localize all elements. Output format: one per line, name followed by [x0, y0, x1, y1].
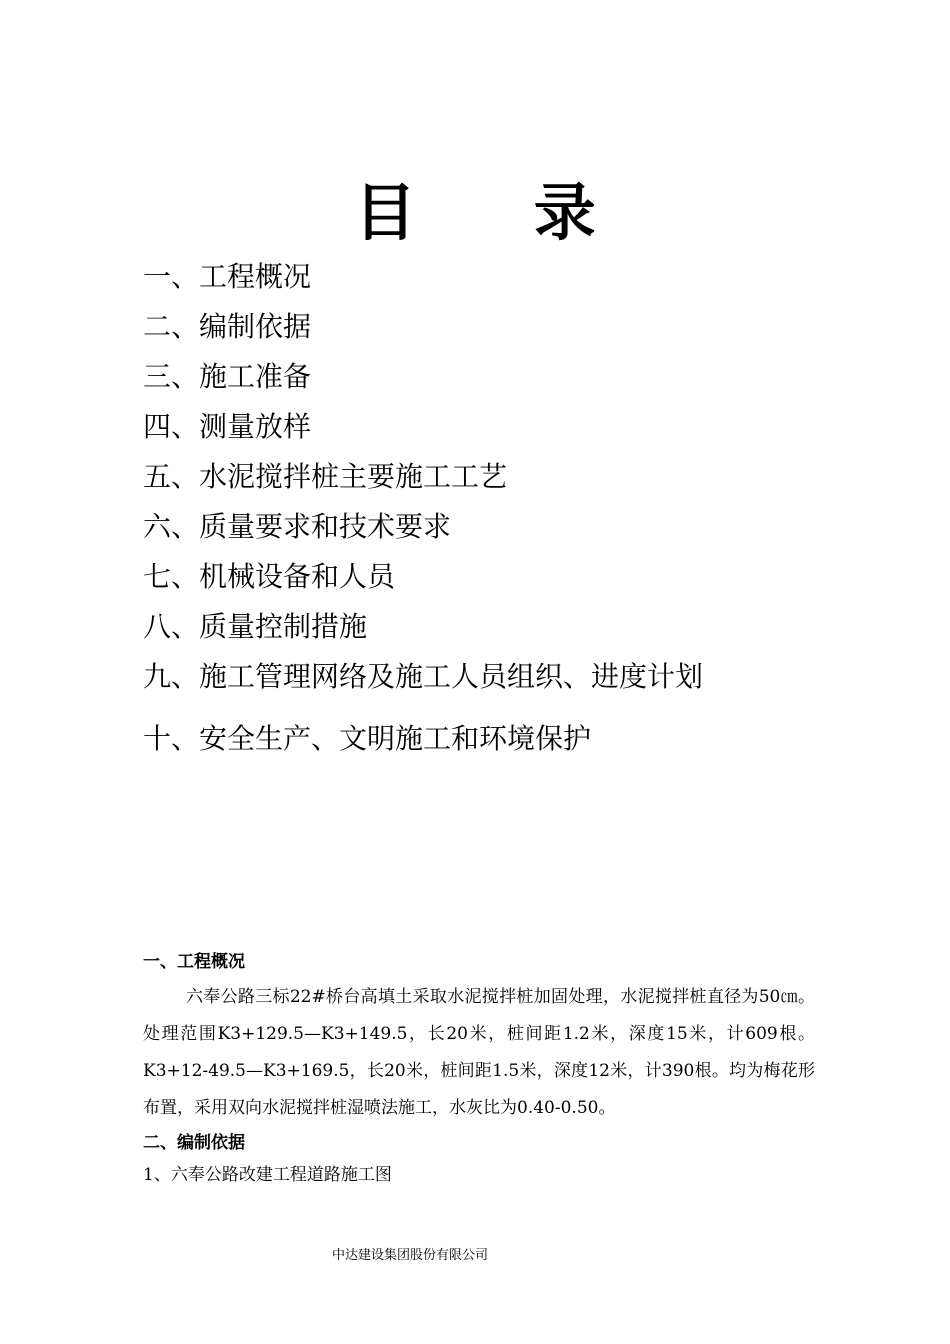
toc-item: 六、质量要求和技术要求: [143, 510, 452, 543]
toc-item: 五、水泥搅拌桩主要施工工艺: [143, 460, 508, 493]
page-footer: 中达建设集团股份有限公司: [331, 1248, 488, 1263]
toc-item: 一、工程概况: [143, 260, 312, 293]
toc-item: 八、质量控制措施: [143, 610, 368, 643]
basis-item: 1、六奉公路改建工程道路施工图: [143, 1165, 392, 1185]
section-heading: 二、编制依据: [143, 1133, 245, 1153]
toc-item: 九、施工管理网络及施工人员组织、进度计划: [143, 660, 704, 693]
toc-title: 目 录: [354, 176, 644, 249]
toc-item: 十、安全生产、文明施工和环境保护: [143, 722, 592, 755]
toc-item: 四、测量放样: [143, 410, 312, 443]
body-content: [143, 946, 815, 1191]
project-overview-paragraph: 六奉公路三标22#桥台高填土采取水泥搅拌桩加固处理，水泥搅拌桩直径为50㎝。处理范围K3+129.5—K3+149.5，长20米，桩间距1.2米，深度15米，计609根。K3+12-49.5—K3+169.5，长20米，桩间距1.5米，深度12米，计390根。均为梅花形布置，采用双向水泥搅拌桩湿喷法施工，水灰比为0.40-0.50。: [143, 987, 815, 1118]
toc-item: 七、机械设备和人员: [143, 560, 396, 593]
toc-list: [143, 252, 903, 764]
section-heading: 一、工程概况: [143, 952, 245, 972]
toc-item: 二、编制依据: [143, 310, 312, 343]
toc-item: 三、施工准备: [143, 360, 312, 393]
